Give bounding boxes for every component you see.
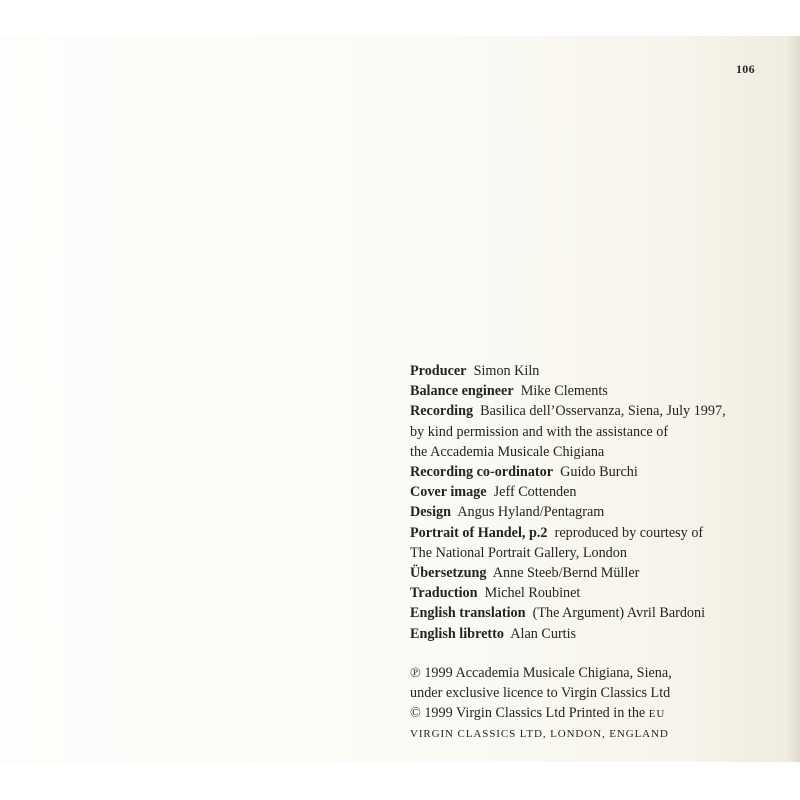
credit-line-cover-image — [410, 482, 780, 502]
credit-value: The National Portrait Gallery, London — [410, 544, 627, 561]
credit-value: Jeff Cottenden — [493, 484, 577, 501]
credit-label: Recording co-ordinator — [410, 464, 554, 481]
credit-line-portrait-continued — [410, 543, 780, 563]
credit-line-portrait — [410, 523, 780, 543]
licence-line: under exclusive licence to Virgin Classics Ltd — [410, 685, 671, 702]
credit-line-recording-continued — [410, 422, 780, 442]
credit-value: Basilica dell’Osservanza, Siena, July 1997, — [480, 403, 726, 420]
credit-label: Producer — [410, 363, 467, 379]
page-number: 106 — [736, 62, 755, 76]
credit-value: by kind permission and with the assistance of — [410, 423, 669, 440]
credit-label: Traduction — [410, 585, 478, 602]
credit-value: Michel Roubinet — [484, 585, 581, 602]
copyright-text: © 1999 Virgin Classics Ltd Printed in the — [410, 705, 646, 722]
credit-label: English libretto — [410, 625, 504, 642]
phonographic-copyright-line: ℗ 1999 Accademia Musicale Chigiana, Siena, — [410, 664, 672, 681]
credit-value: (The Argument) Avril Bardoni — [532, 605, 706, 622]
credit-label: Übersetzung — [410, 565, 487, 582]
credit-line-recording-continued — [410, 442, 780, 462]
credit-value: Anne Steeb/Bernd Müller — [492, 565, 640, 582]
credit-line-balance-engineer — [410, 381, 780, 401]
spacer — [410, 644, 780, 663]
credit-value: Guido Burchi — [560, 464, 638, 481]
credit-line-french-translation — [410, 583, 780, 603]
credit-value: Angus Hyland/Pentagram — [457, 504, 605, 521]
credit-line-english-libretto — [410, 624, 780, 644]
credit-value: Alan Curtis — [510, 625, 577, 642]
credit-line-english-translation — [410, 603, 780, 623]
credit-label: Design — [410, 504, 451, 521]
credit-line-german-translation — [410, 563, 780, 583]
credit-value: Mike Clements — [520, 383, 608, 400]
credit-label: Cover image — [410, 484, 487, 501]
credit-value: Simon Kiln — [473, 363, 540, 379]
printed-in-eu: EU — [648, 708, 666, 721]
credit-line-recording — [410, 401, 780, 421]
publisher-imprint: VIRGIN CLASSICS LTD, LONDON, ENGLAND — [410, 728, 669, 741]
credit-line-recording-coordinator — [410, 462, 780, 482]
credit-label: Portrait of Handel, p.2 — [410, 524, 548, 541]
paper-edge-shadow — [786, 36, 800, 762]
credit-label: English translation — [410, 605, 526, 622]
credit-label: Recording — [410, 403, 474, 420]
credit-line-producer — [410, 361, 780, 381]
credit-line-design — [410, 502, 780, 522]
credit-value: reproduced by courtesy of — [554, 524, 704, 541]
copyright-line — [410, 703, 780, 724]
credit-label: Balance engineer — [410, 383, 514, 400]
credit-value: the Accademia Musicale Chigiana — [410, 443, 605, 460]
credits-block — [410, 361, 780, 745]
